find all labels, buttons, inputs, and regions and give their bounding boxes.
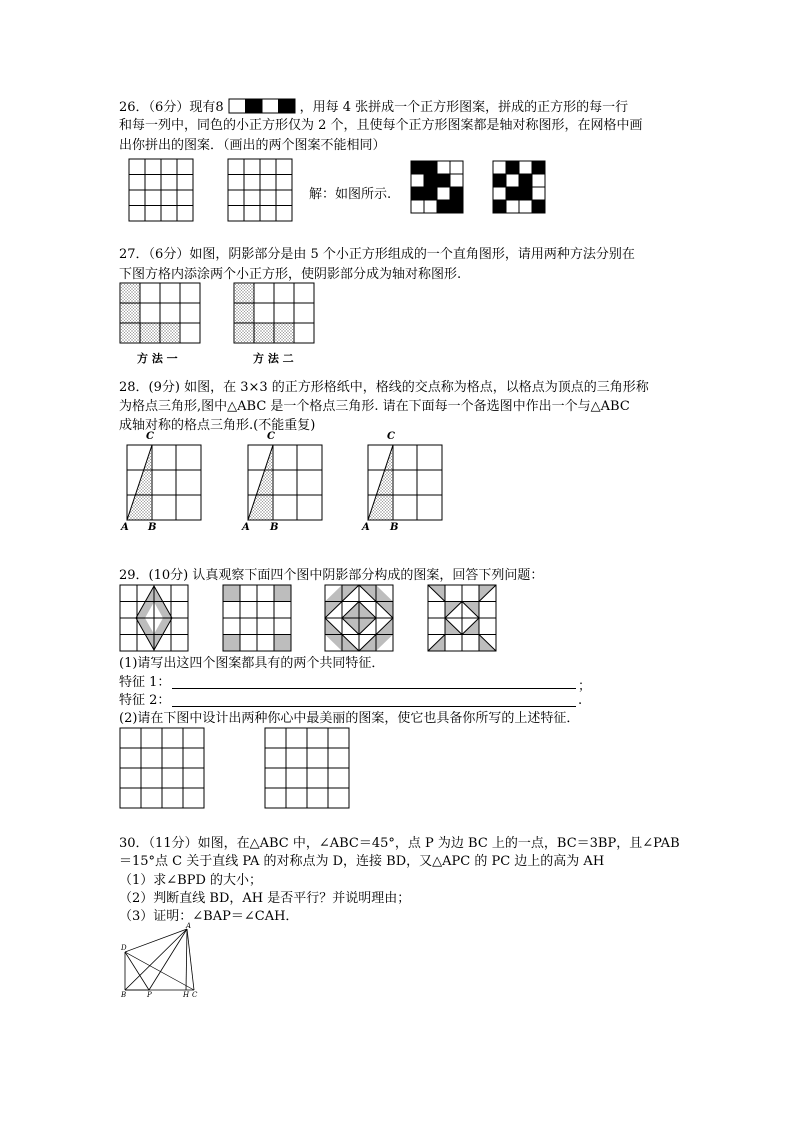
q28-g1-label-a: A (121, 522, 129, 533)
q30-line2: ＝15°点 C 关于直线 PA 的对称点为 D，连接 BD，又△APC 的 PC 边上的高为 AH (119, 854, 605, 869)
q29-design-grid-1[interactable] (119, 727, 207, 811)
q28-line3: 成轴对称的格点三角形.(不能重复) (119, 418, 316, 433)
q30-sub1: （1）求∠BPD 的大小； (119, 873, 263, 888)
q28-g1-label-c: C (146, 431, 154, 442)
q27-method-2-caption: 方 法 二 (253, 352, 294, 365)
q29-sub2: (2)请在下图中设计出两种你心中最美丽的图案，使它也具备你所写的上述特征． (119, 711, 580, 726)
q30-line1: 30．（11分）如图，在△ABC 中，∠ABC＝45°，点 P 为边 BC 上的一点，BC＝3BP，且∠PAB (119, 836, 680, 851)
q30-point-p: P (147, 991, 152, 999)
q27-line2: 下图方格内添涂两个小正方形，使阴影部分成为轴对称图形. (119, 267, 462, 282)
q27-grid-method-2 (233, 282, 315, 345)
q26-line1-part1: 26．（6分）现有8 (119, 100, 224, 115)
q28-g3-label-c: C (387, 431, 395, 442)
q30-point-h: H (183, 991, 190, 999)
q28-g3-label-a: A (362, 522, 370, 533)
q26-line3: 出你拼出的图案．（画出的两个图案不能相同） (119, 138, 386, 153)
q27-method-1-caption: 方 法 一 (137, 352, 178, 365)
q28-g2-label-b: B (270, 522, 279, 533)
q29-pattern-2 (222, 584, 294, 652)
q29-pattern-3 (324, 584, 396, 652)
q28-line1: 28．(9分) 如图，在 3×3 的正方形格纸中，格线的交点称为格点，以格点为顶点的三角形称 (119, 380, 649, 395)
q29-feature2-answer-line[interactable] (172, 706, 576, 707)
q29-line1: 29．(10分) 认真观察下面四个图中阴影部分构成的图案，回答下列问题： (119, 568, 544, 583)
q29-feature1-end: ； (578, 679, 592, 694)
q28-g1-label-b: B (148, 522, 157, 533)
q29-pattern-4 (427, 584, 499, 652)
q28-line2: 为格点三角形,图中△ABC 是一个格点三角形. 请在下面每一个备选图中作出一个与△ABC (119, 399, 630, 414)
q26-line1-part2: ，用每 4 张拼成一个正方形图案，拼成的正方形的每一行 (299, 100, 629, 115)
q29-sub1: (1)请写出这四个图案都具有的两个共同特征． (119, 656, 385, 671)
q26-grid-2 (227, 158, 295, 224)
q30-point-c: C (192, 991, 198, 999)
q28-g2-label-a: A (242, 522, 250, 533)
q27-grid-method-1 (119, 282, 201, 345)
q27-line1: 27．（6分）如图，阴影部分是由 5 个小正方形组成的一个直角图形，请用两种方法分别在 (119, 247, 635, 262)
q28-grid-3 (365, 442, 443, 522)
q30-sub3: （3）证明：∠BAP＝∠CAH． (119, 909, 299, 924)
q26-strip-figure (228, 98, 296, 114)
q28-grid-2 (245, 442, 323, 522)
q28-grid-1 (124, 442, 202, 522)
q29-feature2-label: 特征 2： (119, 693, 171, 708)
q28-g2-label-c: C (267, 431, 275, 442)
q30-point-a: A (186, 922, 192, 930)
q26-answer-pattern-1 (410, 160, 466, 216)
q26-grid-1 (128, 158, 196, 224)
q26-line1 (119, 98, 628, 116)
q30-sub2: （2）判断直线 BD，AH 是否平行？并说明理由； (119, 891, 411, 906)
q30-point-b: B (121, 991, 127, 999)
q29-feature1-label: 特征 1： (119, 675, 171, 690)
q29-feature1-answer-line[interactable] (172, 688, 576, 689)
q30-point-d: D (121, 944, 127, 952)
q26-solution: 解：如图所示. (309, 187, 392, 202)
q29-design-grid-2[interactable] (264, 727, 352, 811)
q28-g3-label-b: B (390, 522, 399, 533)
q26-line2: 和每一列中，同色的小正方形仅为 2 个，且使每个正方形图案都是轴对称图形，在网格中画 (119, 118, 643, 133)
q26-answer-pattern-2 (492, 160, 548, 216)
q29-pattern-1 (119, 584, 191, 652)
q29-feature2-end: . (578, 693, 583, 708)
